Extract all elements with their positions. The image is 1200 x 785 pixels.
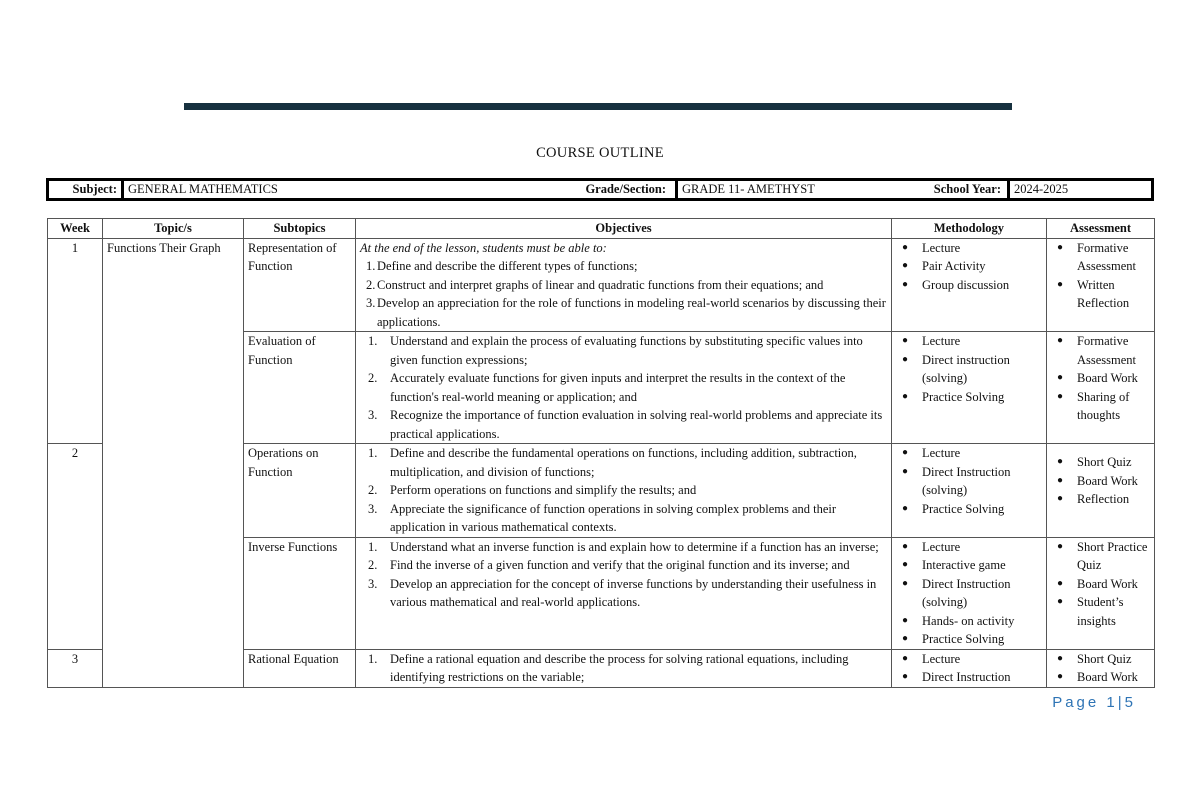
bullet-icon: ● — [1057, 577, 1064, 589]
objectives-list — [360, 650, 887, 687]
header-rule — [184, 103, 1012, 110]
bullet-icon: ● — [1057, 652, 1064, 664]
assessment-cell — [1047, 444, 1155, 538]
assessment-list — [1051, 332, 1150, 425]
list-item: ● Lecture — [896, 239, 1042, 258]
table-header-row — [48, 219, 1155, 239]
subtopic-cell: Rational Equation — [244, 649, 356, 687]
bullet-icon: ● — [1057, 335, 1064, 346]
list-item: ● Direct instruction (solving) — [902, 352, 1010, 385]
topic-text: Functions Their Graph — [107, 240, 221, 255]
subtopic-cell: Operations on Function — [244, 444, 356, 538]
school-year-value: 2024-2025 — [1007, 181, 1154, 198]
list-item: ● Short Quiz — [1051, 650, 1150, 669]
week-cell: 1 — [48, 238, 103, 444]
page-title: COURSE OUTLINE — [536, 145, 664, 161]
list-item: ● Sharing of thoughts — [1057, 389, 1130, 422]
list-item: ● Board Work — [1051, 369, 1150, 388]
assessment-list — [1051, 239, 1150, 313]
list-item: ● Hands- on activity — [896, 612, 1042, 631]
header-subtopics: Subtopics — [244, 219, 356, 239]
bullet-icon: ● — [1057, 671, 1064, 682]
list-item: ● Board Work — [1051, 575, 1150, 594]
header-topics: Topic/s — [103, 219, 244, 239]
bullet-icon: ● — [902, 278, 909, 290]
list-item: ● Lecture — [896, 444, 1042, 463]
objectives-cell — [356, 649, 892, 687]
list-item: ● Practice Solving — [896, 500, 1042, 519]
methodology-cell — [892, 444, 1047, 538]
header-methodology: Methodology — [892, 219, 1047, 239]
bullet-icon: ● — [902, 502, 909, 514]
list-item: 2. Find the inverse of a given function and verify that the original function and its inverse; and — [368, 558, 850, 572]
week-cell: 2 — [48, 444, 103, 650]
header-assessment: Assessment — [1047, 219, 1155, 239]
bullet-icon: ● — [1057, 390, 1064, 402]
list-item: 1. Define and describe the different types of functions; — [366, 259, 638, 273]
subtopic-cell: Evaluation of Function — [244, 332, 356, 444]
objectives-list — [360, 444, 887, 537]
list-item: ● Direct Instruction (solving) — [902, 576, 1011, 609]
assessment-list — [1051, 453, 1150, 509]
subtopic-cell: Inverse Functions — [244, 537, 356, 649]
assessment-cell — [1047, 649, 1155, 687]
bullet-icon: ● — [1057, 493, 1064, 504]
bullet-icon: ● — [1057, 372, 1064, 383]
page-separator: | — [1117, 694, 1125, 711]
week-cell: 3 — [48, 649, 103, 687]
table-row — [48, 238, 1155, 332]
bullet-icon: ● — [1057, 241, 1064, 253]
list-item: 1. Define a rational equation and describe the process for solving rational equations, including identifying restrictions on the variable; — [368, 651, 849, 684]
list-item: ● Board Work — [1051, 668, 1150, 687]
assessment-cell — [1047, 238, 1155, 332]
list-item: ● Formative Assessment — [1057, 240, 1137, 273]
bullet-icon: ● — [1057, 456, 1064, 467]
list-item: ● Lecture — [896, 650, 1042, 669]
methodology-list — [896, 239, 1042, 295]
objectives-cell — [356, 444, 892, 538]
list-item: ● Direct Instruction (solving) — [902, 464, 1011, 497]
bullet-icon: ● — [902, 540, 909, 552]
assessment-cell — [1047, 332, 1155, 444]
objectives-cell — [356, 332, 892, 444]
methodology-list — [896, 444, 1042, 518]
list-item: ● Short Practice Quiz — [1057, 539, 1148, 572]
bullet-icon: ● — [1057, 278, 1064, 290]
list-item: ● Pair Activity — [896, 257, 1042, 276]
bullet-icon: ● — [902, 241, 909, 253]
list-item: ● Student’s insights — [1057, 595, 1124, 628]
course-info-bar — [46, 178, 1154, 201]
bullet-icon: ● — [902, 465, 909, 477]
objectives-list — [360, 332, 887, 443]
list-item: ● Direct Instruction — [896, 668, 1042, 687]
header-objectives: Objectives — [356, 219, 892, 239]
course-outline-table — [47, 218, 1155, 688]
methodology-list — [896, 650, 1042, 687]
subject-label: Subject: — [72, 182, 117, 196]
bullet-icon: ● — [902, 559, 909, 570]
objectives-intro: At the end of the lesson, students must be able to: — [360, 240, 607, 255]
grade-value: GRADE 11- AMETHYST — [675, 181, 912, 198]
list-item: ● Formative Assessment — [1057, 334, 1137, 367]
bullet-icon: ● — [902, 577, 909, 589]
methodology-cell — [892, 537, 1047, 649]
bullet-icon: ● — [902, 353, 909, 365]
page-number — [1052, 694, 1136, 711]
page-total: 5 — [1124, 694, 1136, 711]
list-item: ● Group discussion — [896, 276, 1042, 295]
methodology-list — [896, 332, 1042, 406]
list-item: 3. Develop an appreciation for the role of functions in modeling real-world scenarios by discussing their applications. — [366, 296, 886, 329]
header-week: Week — [48, 219, 103, 239]
school-year-label: School Year: — [933, 182, 1001, 196]
list-item: 1. Define and describe the fundamental operations on functions, including addition, subtraction, multiplication, and division of functions; — [368, 446, 857, 479]
bullet-icon: ● — [902, 447, 909, 458]
objectives-cell — [356, 537, 892, 649]
list-item: ● Written Reflection — [1057, 277, 1130, 310]
list-item: ● Lecture — [896, 332, 1042, 351]
list-item: 2. Perform operations on functions and simplify the results; and — [368, 483, 697, 497]
bullet-icon: ● — [902, 614, 909, 626]
objectives-list — [360, 538, 887, 612]
assessment-list — [1051, 650, 1150, 687]
bullet-icon: ● — [902, 652, 909, 664]
list-item: ● Board Work — [1051, 472, 1150, 491]
list-item: 3. Develop an appreciation for the concept of inverse functions by understanding their usefulness in various mathematical and real-world applications. — [368, 576, 877, 609]
assessment-list — [1051, 538, 1150, 631]
bullet-icon: ● — [902, 390, 909, 402]
bullet-icon: ● — [1057, 596, 1064, 607]
bullet-icon: ● — [902, 671, 909, 682]
list-item: ● Practice Solving — [896, 630, 1042, 649]
list-item: ● Practice Solving — [896, 388, 1042, 407]
page-current: 1 — [1106, 694, 1118, 711]
list-item: ● Short Quiz — [1051, 453, 1150, 472]
page-prefix: Page — [1052, 694, 1100, 711]
bullet-icon: ● — [1057, 474, 1064, 486]
methodology-cell — [892, 332, 1047, 444]
grade-label: Grade/Section: — [585, 182, 666, 196]
bullet-icon: ● — [902, 260, 909, 271]
list-item: ● Reflection — [1051, 490, 1150, 509]
list-item: ● Interactive game — [896, 556, 1042, 575]
bullet-icon: ● — [1057, 540, 1064, 552]
list-item: 1. Understand and explain the process of evaluating functions by substituting specific values into given function expressions; — [368, 334, 863, 367]
objectives-list — [360, 257, 887, 331]
list-item: 2. Accurately evaluate functions for given inputs and interpret the results in the context of the function's real-world meaning or application; and — [368, 371, 846, 404]
list-item: 3. Appreciate the significance of function operations in solving complex problems and their application in various mathematical contexts. — [368, 501, 837, 534]
list-item: ● Lecture — [896, 538, 1042, 557]
list-item: 1. Understand what an inverse function is and explain how to determine if a function has an inverse; — [368, 539, 879, 554]
list-item: 2. Construct and interpret graphs of linear and quadratic functions from their equations; and — [366, 277, 824, 292]
methodology-cell — [892, 238, 1047, 332]
objectives-cell — [356, 238, 892, 332]
bullet-icon: ● — [902, 335, 909, 346]
subtopic-cell: Representation of Function — [244, 238, 356, 332]
bullet-icon: ● — [902, 633, 909, 644]
list-item: 3. Recognize the importance of function evaluation in solving real-world problems and appreciate its practical applications. — [368, 408, 883, 441]
methodology-cell — [892, 649, 1047, 687]
subject-value: GENERAL MATHEMATICS — [121, 181, 568, 198]
assessment-cell — [1047, 537, 1155, 649]
topic-cell — [103, 238, 244, 687]
methodology-list — [896, 538, 1042, 649]
